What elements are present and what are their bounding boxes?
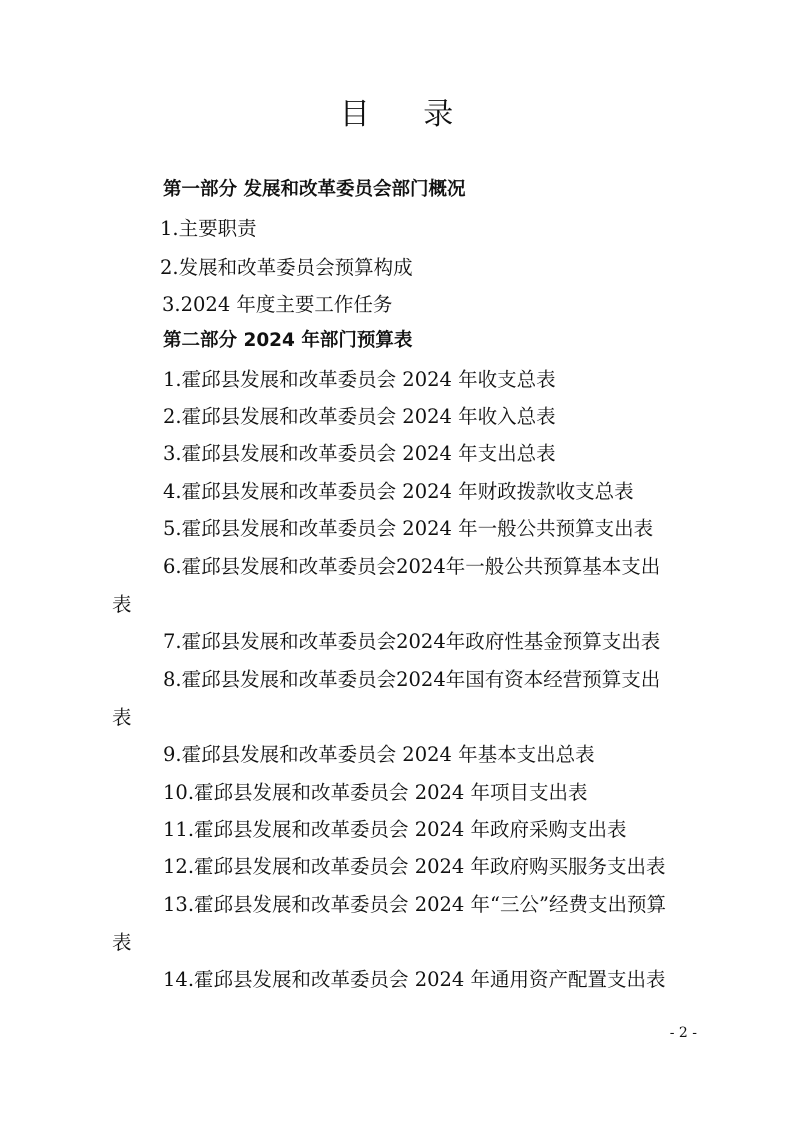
toc-item[interactable]: 10.霍邱县发展和改革委员会 2024 年项目支出表	[163, 781, 588, 804]
toc-item[interactable]: 2.霍邱县发展和改革委员会 2024 年收入总表	[163, 405, 556, 428]
toc-part1-heading[interactable]: 第一部分 发展和改革委员会部门概况	[163, 179, 466, 200]
toc-item[interactable]: 12.霍邱县发展和改革委员会 2024 年政府购买服务支出表	[163, 855, 666, 878]
toc-item[interactable]: 5.霍邱县发展和改革委员会 2024 年一般公共预算支出表	[163, 517, 654, 540]
toc-item-continuation[interactable]: 表	[112, 931, 132, 954]
toc-item[interactable]: 7.霍邱县发展和改革委员会2024年政府性基金预算支出表	[163, 630, 661, 653]
toc-item-continuation[interactable]: 表	[112, 706, 132, 729]
toc-part2-heading[interactable]: 第二部分 2024 年部门预算表	[163, 330, 413, 351]
toc-item[interactable]: 9.霍邱县发展和改革委员会 2024 年基本支出总表	[163, 743, 595, 766]
toc-item[interactable]: 13.霍邱县发展和改革委员会 2024 年“三公”经费支出预算	[163, 893, 666, 916]
toc-item[interactable]: 14.霍邱县发展和改革委员会 2024 年通用资产配置支出表	[163, 968, 666, 991]
toc-item-continuation[interactable]: 表	[112, 593, 132, 616]
toc-item[interactable]: 4.霍邱县发展和改革委员会 2024 年财政拨款收支总表	[163, 480, 634, 503]
toc-item[interactable]: 1.主要职责	[160, 217, 257, 240]
toc-item[interactable]: 1.霍邱县发展和改革委员会 2024 年收支总表	[163, 368, 556, 391]
page-number: - 2 -	[669, 1025, 697, 1041]
toc-item[interactable]: 11.霍邱县发展和改革委员会 2024 年政府采购支出表	[163, 818, 627, 841]
toc-item[interactable]: 3.霍邱县发展和改革委员会 2024 年支出总表	[163, 442, 556, 465]
toc-item[interactable]: 6.霍邱县发展和改革委员会2024年一般公共预算基本支出	[163, 555, 661, 578]
toc-item[interactable]: 2.发展和改革委员会预算构成	[160, 256, 413, 279]
toc-item[interactable]: 8.霍邱县发展和改革委员会2024年国有资本经营预算支出	[163, 668, 661, 691]
page-title: 目 录	[339, 97, 476, 132]
toc-item[interactable]: 3.2024 年度主要工作任务	[162, 293, 393, 316]
